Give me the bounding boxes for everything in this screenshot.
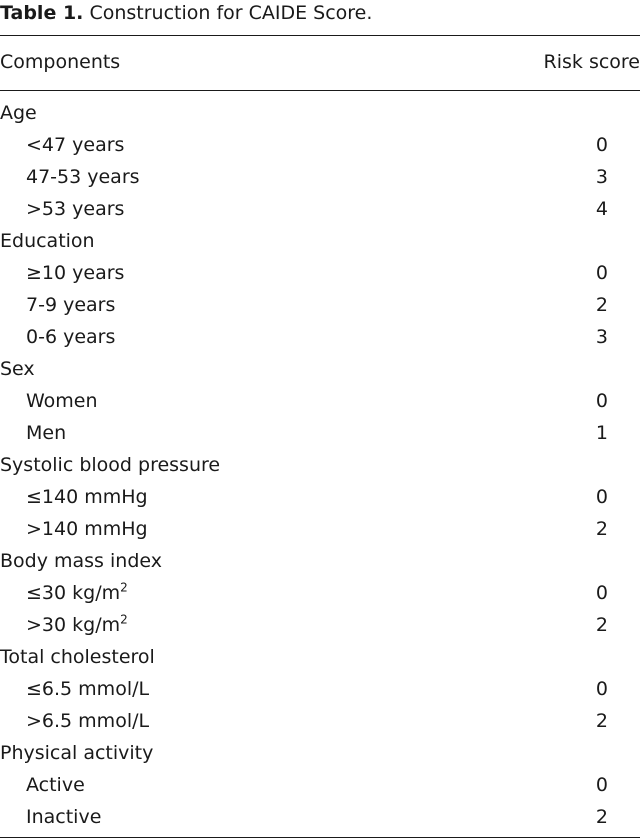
- component-label-text: 7-9 years: [26, 294, 116, 316]
- group-label: [0, 545, 162, 577]
- risk-score-value: 0: [595, 262, 608, 284]
- risk-score-value: 2: [595, 614, 608, 636]
- component-label-text: 0-6 years: [26, 326, 116, 348]
- component-label-text: 47-53 years: [26, 166, 140, 188]
- component-label: [26, 385, 98, 417]
- component-label-text: Body mass index: [0, 550, 162, 572]
- component-label: [26, 321, 115, 353]
- group-label: [0, 449, 220, 481]
- component-label-text: Active: [26, 774, 85, 796]
- component-label-text: Sex: [0, 358, 35, 380]
- component-label: [26, 481, 148, 513]
- table-row: [0, 481, 640, 513]
- risk-score-value: 0: [595, 678, 608, 700]
- component-label: [26, 801, 101, 833]
- table-row: [0, 769, 640, 801]
- component-label-text: Total cholesterol: [0, 646, 155, 668]
- component-label-text: Systolic blood pressure: [0, 454, 221, 476]
- table-group-row: [0, 353, 640, 385]
- group-label: [0, 641, 155, 673]
- risk-score-value: 2: [595, 294, 608, 316]
- risk-score-value: 3: [595, 326, 608, 348]
- table-row: [0, 289, 640, 321]
- component-label: [26, 129, 124, 161]
- table-group-row: [0, 545, 640, 577]
- table-row: [0, 321, 640, 353]
- table-row: [0, 161, 640, 193]
- table-row: [0, 513, 640, 545]
- table-row: [0, 129, 640, 161]
- table-header-rule: [0, 90, 640, 91]
- table-row: [0, 609, 640, 641]
- table-body: [0, 97, 640, 833]
- risk-score-value: 0: [595, 774, 608, 796]
- group-label: [0, 225, 95, 257]
- component-label-text: ≤6.5 mmol/L: [26, 678, 150, 700]
- risk-score-value: 3: [595, 166, 608, 188]
- risk-score-value: 0: [595, 486, 608, 508]
- unit-superscript: 2: [120, 612, 128, 627]
- component-label-text: >140 mmHg: [26, 518, 148, 540]
- component-label: [26, 161, 140, 193]
- component-label-text: Women: [26, 390, 98, 412]
- table-top-rule: [0, 35, 640, 36]
- risk-score-value: 0: [595, 390, 608, 412]
- component-label: [26, 673, 149, 705]
- table-bottom-rule: [0, 837, 640, 838]
- risk-score-value: 1: [595, 422, 608, 444]
- column-header-components: Components: [0, 51, 121, 73]
- component-label-text: <47 years: [26, 134, 125, 156]
- table-row: [0, 193, 640, 225]
- component-label-text: >53 years: [26, 198, 125, 220]
- group-label: [0, 97, 37, 129]
- component-label-text: >30 kg/m: [26, 614, 121, 636]
- component-label: [26, 577, 128, 609]
- group-label: [0, 737, 153, 769]
- component-label-text: Inactive: [26, 806, 102, 828]
- table-caption-label: Table 1.: [0, 2, 84, 24]
- table-group-row: [0, 97, 640, 129]
- table-group-row: [0, 449, 640, 481]
- component-label: [26, 609, 128, 641]
- table-group-row: [0, 225, 640, 257]
- table-row: [0, 705, 640, 737]
- table-caption-text: Construction for CAIDE Score.: [89, 2, 373, 24]
- table-row: [0, 385, 640, 417]
- component-label: [26, 417, 66, 449]
- component-label: [26, 513, 148, 545]
- table-caption: [0, 0, 372, 26]
- component-label-text: Men: [26, 422, 67, 444]
- unit-superscript: 2: [120, 580, 128, 595]
- risk-score-value: 4: [595, 198, 608, 220]
- table-group-row: [0, 641, 640, 673]
- table-row: [0, 801, 640, 833]
- group-label: [0, 353, 35, 385]
- component-label-text: ≥10 years: [26, 262, 125, 284]
- component-label-text: >6.5 mmol/L: [26, 710, 150, 732]
- component-label: [26, 257, 124, 289]
- component-label-text: Physical activity: [0, 742, 154, 764]
- column-header-risk-score: Risk score: [543, 51, 640, 73]
- table-header-row: [0, 44, 640, 80]
- table-row: [0, 417, 640, 449]
- component-label: [26, 769, 85, 801]
- table-group-row: [0, 737, 640, 769]
- table-row: [0, 577, 640, 609]
- component-label: [26, 193, 124, 225]
- table-row: [0, 257, 640, 289]
- component-label-text: Education: [0, 230, 95, 252]
- table-row: [0, 673, 640, 705]
- risk-score-value: 2: [595, 518, 608, 540]
- risk-score-value: 2: [595, 806, 608, 828]
- component-label-text: ≤30 kg/m: [26, 582, 121, 604]
- risk-score-value: 0: [595, 582, 608, 604]
- component-label: [26, 289, 115, 321]
- component-label-text: ≤140 mmHg: [26, 486, 148, 508]
- component-label: [26, 705, 149, 737]
- risk-score-value: 2: [595, 710, 608, 732]
- risk-score-value: 0: [595, 134, 608, 156]
- component-label-text: Age: [0, 102, 37, 124]
